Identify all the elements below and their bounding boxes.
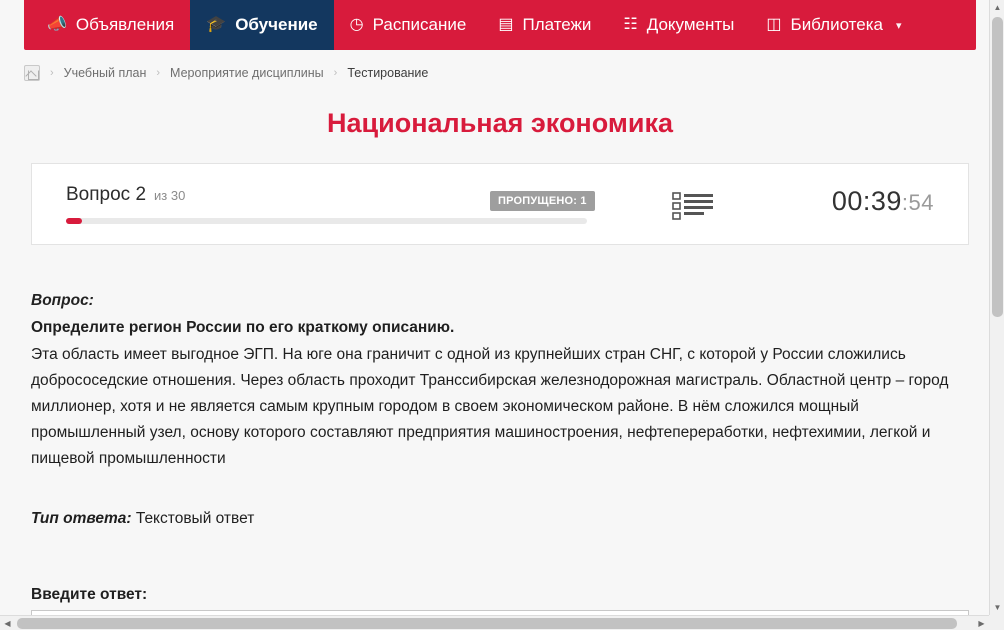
nav-item-label: Объявления [75, 15, 175, 34]
chevron-down-icon: ▾ [895, 19, 902, 32]
answer-type-value: Текстовый ответ [135, 510, 255, 527]
nav-item-label: Библиотека [790, 15, 883, 34]
question-prompt: Определите регион России по его краткому описанию. [31, 319, 455, 336]
nav-item-label: Расписание [372, 15, 467, 34]
breadcrumb-item-testing[interactable]: Тестирование [347, 66, 429, 80]
scrollbar-corner [989, 615, 1004, 630]
breadcrumb [24, 58, 976, 88]
question-description: Эта область имеет выгодное ЭГП. На юге она граничит с одной из крупнейших стран СНГ, с которой у России сложились добрососедские отношения. Через область проходит Транссибирская железнодорожная магистраль. Областной центр – город миллионер, хотя и не является самым крупным городом в своем экономическом районе. В нём сложился мощный промышленный узел, основу которого составляют предприятия машиностроения, нефтепереработки, нефтехимии, легкой и пищевой промышленности [31, 346, 949, 467]
graduation-cap-icon: 🎓 [206, 16, 227, 33]
nav-item-library[interactable] [750, 0, 917, 50]
nav-item-education[interactable] [190, 0, 333, 50]
horizontal-scrollbar[interactable] [0, 615, 1004, 630]
breadcrumb-separator: › [156, 67, 161, 79]
question-list-icon[interactable] [672, 191, 714, 221]
timer-minutes: 00:39 [831, 186, 902, 216]
status-badge-skipped: ПРОПУЩЕНО: 1 [490, 191, 595, 211]
clock-icon: ◷ [349, 16, 364, 33]
nav-item-schedule[interactable] [334, 0, 483, 50]
progress-bar [66, 218, 587, 224]
nav-item-documents[interactable] [607, 0, 750, 50]
nav-item-label: Платежи [522, 15, 592, 34]
countdown-timer [832, 186, 934, 217]
page-title: Национальная экономика [327, 108, 673, 138]
answer-type-label: Тип ответа: [31, 510, 132, 527]
scroll-left-arrow-icon[interactable]: ◀ [4, 619, 11, 628]
question-body [31, 288, 969, 532]
question-total: из 30 [154, 188, 186, 203]
megaphone-icon: 📣 [47, 16, 67, 33]
book-icon: ◫ [766, 16, 782, 33]
breadcrumb-item-curriculum[interactable]: Учебный план [63, 66, 147, 80]
question-label: Вопрос: [31, 292, 94, 309]
scroll-down-arrow-icon[interactable]: ▼ [993, 603, 1002, 612]
main-navigation [24, 0, 976, 50]
breadcrumb-item-discipline-event[interactable]: Мероприятие дисциплины [170, 66, 324, 80]
scroll-right-arrow-icon[interactable]: ▶ [978, 619, 985, 628]
credit-card-icon: ▤ [498, 16, 514, 33]
breadcrumb-separator: › [333, 67, 338, 79]
question-progress-block [32, 184, 502, 224]
nav-item-label: Документы [646, 15, 735, 34]
enter-answer-label: Введите ответ: [31, 586, 148, 603]
scroll-up-arrow-icon[interactable]: ▲ [993, 3, 1002, 12]
nav-item-label: Обучение [235, 15, 318, 34]
vertical-scrollbar-thumb[interactable] [992, 17, 1003, 317]
answer-type-row [31, 506, 969, 532]
nav-item-payments[interactable] [482, 0, 607, 50]
breadcrumb-separator: › [50, 67, 54, 79]
vertical-scrollbar[interactable] [989, 0, 1004, 630]
test-status-card [31, 163, 969, 245]
document-icon: ☷ [623, 16, 638, 33]
question-counter: Вопрос 2 [66, 184, 147, 205]
home-icon[interactable] [24, 65, 40, 81]
horizontal-scrollbar-thumb[interactable] [17, 618, 957, 629]
timer-seconds: :54 [901, 190, 934, 215]
nav-item-announcements[interactable] [24, 0, 190, 50]
